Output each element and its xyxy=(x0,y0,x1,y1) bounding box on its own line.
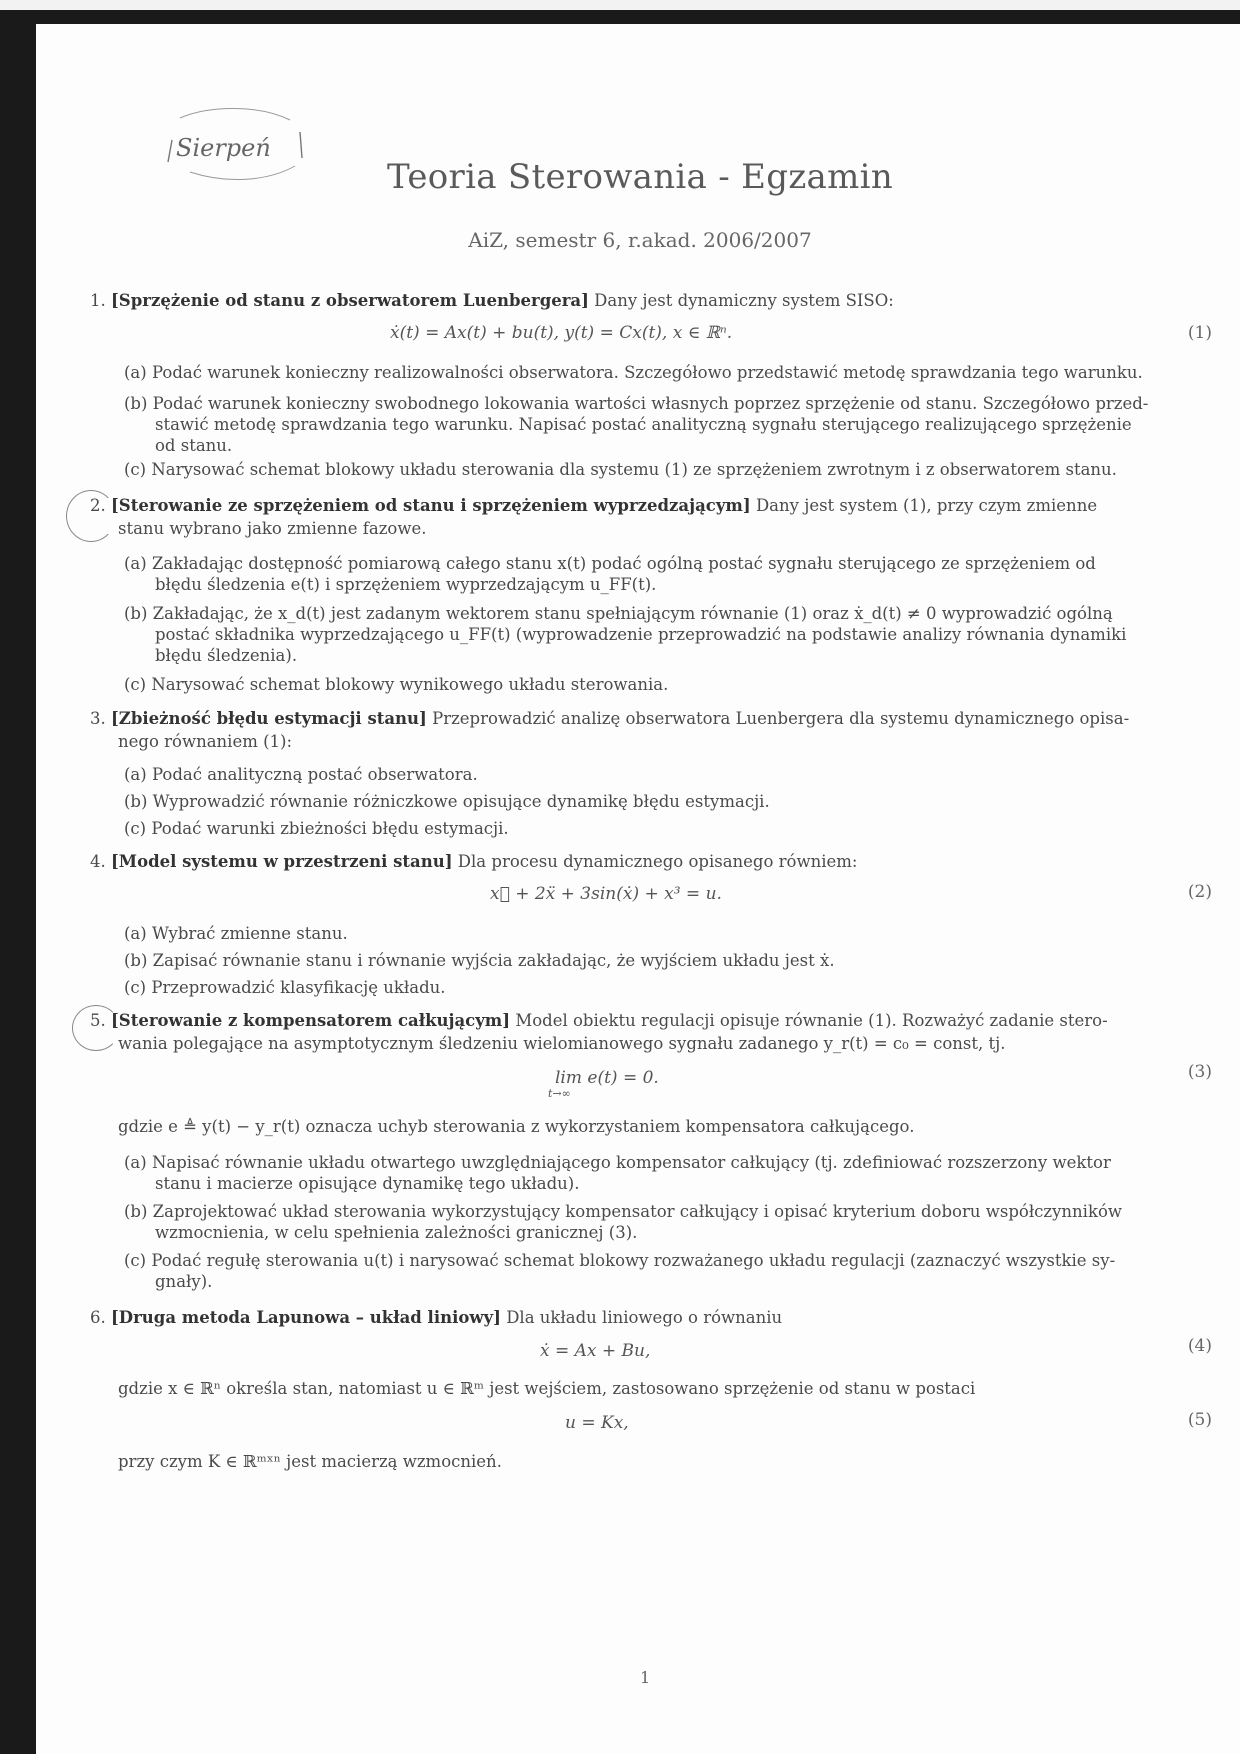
equation-3-number: (3) xyxy=(1187,1062,1212,1082)
page-number: 1 xyxy=(640,1668,651,1687)
equation-5-number: (5) xyxy=(1187,1410,1212,1430)
q2-item-b-line2: postać składnika wyprzedzającego u_FF(t) (wyprowadzenie przeprowadzić na podstawie analizy równania dynamiki xyxy=(155,625,1127,644)
equation-4: ẋ = Ax + Bu, xyxy=(540,1341,651,1361)
q6-definition: gdzie x ∈ ℝⁿ określa stan, natomiast u ∈ ℝᵐ jest wejściem, zastosowano sprzężenie od stanu w postaci xyxy=(118,1379,976,1398)
q4-item-a: (a) Wybrać zmienne stanu. xyxy=(124,924,348,943)
question-2-line: 2. [Sterowanie ze sprzężeniem od stanu i sprzężeniem wyprzedzającym] Dany jest system (1), przy czym zmienne xyxy=(90,496,1098,515)
q5-item-b-line2: wzmocnienia, w celu spełnienia zależności granicznej (3). xyxy=(155,1223,638,1242)
q2-item-b-line3: błędu śledzenia). xyxy=(155,646,298,665)
equation-1: ẋ(t) = Ax(t) + bu(t), y(t) = Cx(t), x ∈ ℝⁿ. xyxy=(390,323,733,343)
svg-text:Sierpeń: Sierpeń xyxy=(176,134,271,162)
q5-item-a-line1: (a) Napisać równanie układu otwartego uwzględniającego kompensator całkujący (tj. zdefiniować rozszerzony wektor xyxy=(124,1153,1111,1172)
question-2-line2: stanu wybrano jako zmienne fazowe. xyxy=(118,519,427,538)
q5-item-b-line1: (b) Zaprojektować układ sterowania wykorzystujący kompensator całkujący i opisać kryterium doboru współczynników xyxy=(124,1202,1123,1221)
q1-item-a: (a) Podać warunek konieczny realizowalności obserwatora. Szczegółowo przedstawić metodę sprawdzania tego warunku. xyxy=(124,363,1143,382)
q4-item-c: (c) Przeprowadzić klasyfikację układu. xyxy=(124,978,446,997)
q5-item-c-line1: (c) Podać regułę sterowania u(t) i narysować schemat blokowy rozważanego układu regulacji (zaznaczyć wszystkie sy- xyxy=(124,1251,1116,1270)
equation-1-number: (1) xyxy=(1187,323,1212,343)
question-5-line2: wania polegające na asymptotycznym śledzeniu wielomianowego sygnału zadanego y_r(t) = c₀ = const, tj. xyxy=(118,1034,1006,1053)
page-title: Teoria Sterowania - Egzamin xyxy=(386,157,894,197)
q5-definition: gdzie e ≜ y(t) − y_r(t) oznacza uchyb sterowania z wykorzystaniem kompensatora całkującego. xyxy=(118,1117,915,1136)
q5-item-c-line2: gnały). xyxy=(155,1272,213,1291)
question-5-line: 5. [Sterowanie z kompensatorem całkującym] Model obiektu regulacji opisuje równanie (1). Rozważyć zadanie stero- xyxy=(90,1011,1108,1030)
question-3-line: 3. [Zbieżność błędu estymacji stanu] Przeprowadzić analizę obserwatora Luenbergera dla systemu dynamicznego opisa- xyxy=(90,709,1130,728)
q3-item-b: (b) Wyprowadzić równanie różniczkowe opisujące dynamikę błędu estymacji. xyxy=(124,792,770,811)
q6-last-line: przy czym K ∈ ℝᵐˣⁿ jest macierzą wzmocnień. xyxy=(118,1452,502,1471)
q5-item-a-line2: stanu i macierze opisujące dynamikę tego układu). xyxy=(155,1174,580,1193)
q1-item-b-line3: od stanu. xyxy=(155,436,233,455)
equation-5: u = Kx, xyxy=(565,1413,629,1433)
q3-item-a: (a) Podać analityczną postać obserwatora. xyxy=(124,765,478,784)
q1-item-c: (c) Narysować schemat blokowy układu sterowania dla systemu (1) ze sprzężeniem zwrotnym i z obserwatorem stanu. xyxy=(124,460,1117,479)
q1-item-b-line1: (b) Podać warunek konieczny swobodnego lokowania wartości własnych poprzez sprzężenie od stanu. Szczegółowo przed- xyxy=(124,394,1149,413)
equation-3-subscript: t→∞ xyxy=(548,1087,571,1100)
q2-item-a-line1: (a) Zakładając dostępność pomiarową całego stanu x(t) podać ogólną postać sygnału sterującego ze sprzężeniem od xyxy=(124,554,1096,573)
q4-item-b: (b) Zapisać równanie stanu i równanie wyjścia zakładając, że wyjściem układu jest ẋ. xyxy=(124,951,835,970)
q2-item-a-line2: błędu śledzenia e(t) i sprzężeniem wyprzedzającym u_FF(t). xyxy=(155,575,657,594)
q3-item-c: (c) Podać warunki zbieżności błędu estymacji. xyxy=(124,819,509,838)
q2-item-c: (c) Narysować schemat blokowy wynikowego układu sterowania. xyxy=(124,675,669,694)
q2-item-b-line1: (b) Zakładając, że x_d(t) jest zadanym wektorem stanu spełniającym równanie (1) oraz ẋ_d(t) ≠ 0 wyprowadzić ogólną xyxy=(124,604,1113,623)
equation-2: x⃛ + 2ẍ + 3sin(ẋ) + x³ = u. xyxy=(490,884,722,904)
question-4-line: 4. [Model systemu w przestrzeni stanu] Dla procesu dynamicznego opisanego równiem: xyxy=(90,852,858,871)
top-edge xyxy=(0,0,1240,10)
question-3-line2: nego równaniem (1): xyxy=(118,732,293,751)
question-1-line: 1. [Sprzężenie od stanu z obserwatorem Luenbergera] Dany jest dynamiczny system SISO: xyxy=(90,291,894,310)
equation-3: lim e(t) = 0. xyxy=(555,1068,659,1088)
page-subtitle: AiZ, semestr 6, r.akad. 2006/2007 xyxy=(468,228,812,252)
q1-item-b-line2: stawić metodę sprawdzania tego warunku. Napisać postać analityczną sygnału sterującego realizującego sprzężenie xyxy=(155,415,1132,434)
question-6-line: 6. [Druga metoda Lapunowa – układ liniowy] Dla układu liniowego o równaniu xyxy=(90,1308,783,1327)
equation-2-number: (2) xyxy=(1187,882,1212,902)
equation-4-number: (4) xyxy=(1187,1336,1212,1356)
